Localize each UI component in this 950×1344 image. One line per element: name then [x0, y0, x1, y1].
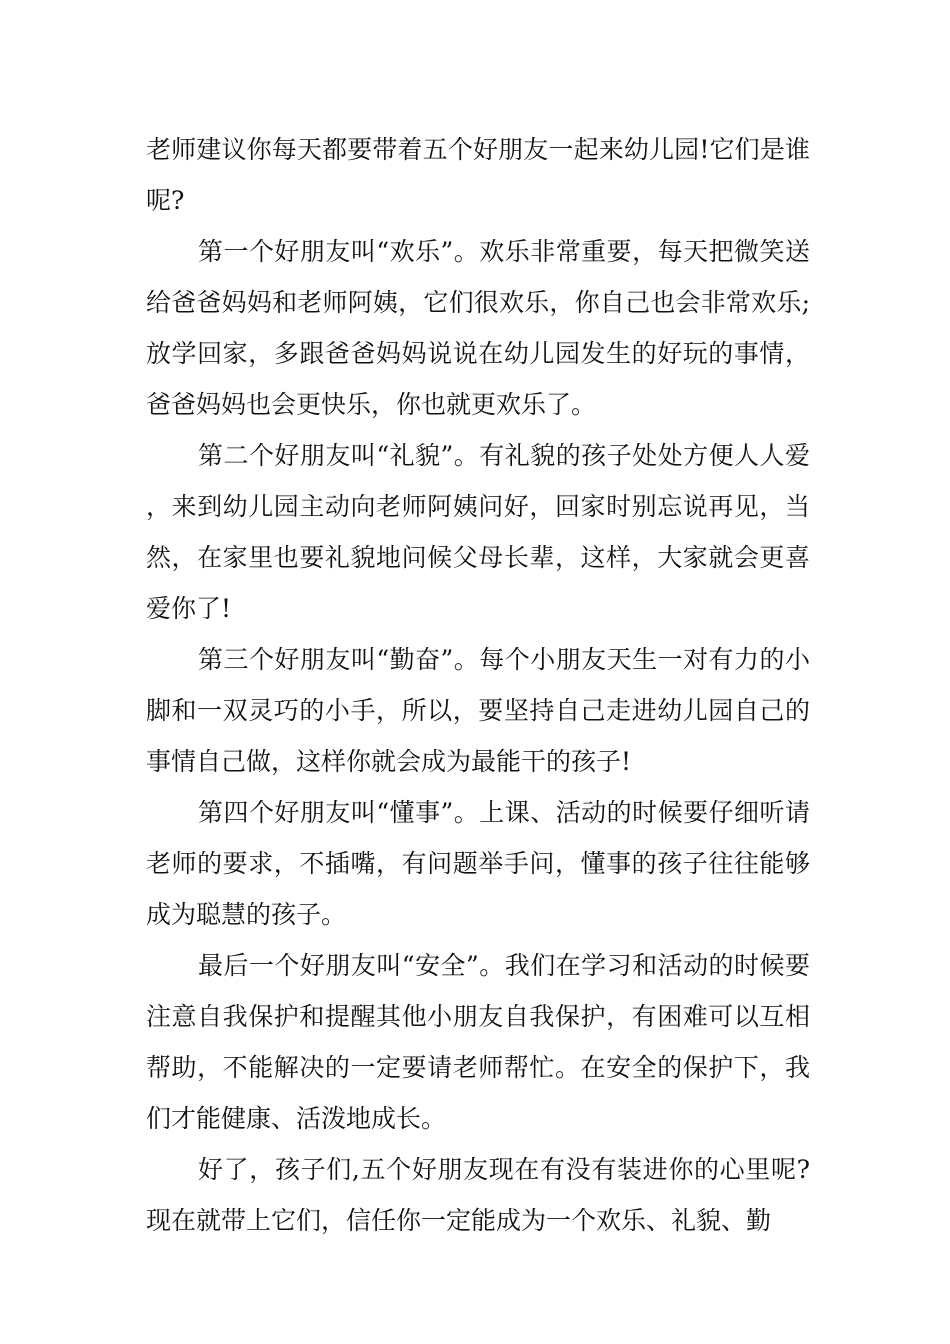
paragraph-conclusion: 好了，孩子们,五个好朋友现在有没有装进你的心里呢?现在就带上它们，信任你一定能成为一个欢乐、礼貌、勤 [146, 1155, 810, 1235]
paragraph-friend-politeness: 第二个好朋友叫“礼貌”。有礼貌的孩子处处方便人人爱，来到幼儿园主动向老师阿姨问好，回家时别忘说再见，当然，在家里也要礼貌地问候父母长辈，这样，大家就会更喜爱你了! [146, 441, 810, 623]
paragraph-friend-joy: 第一个好朋友叫“欢乐”。欢乐非常重要，每天把微笑送给爸爸妈妈和老师阿姨，它们很欢乐，你自己也会非常欢乐;放学回家，多跟爸爸妈妈说说在幼儿园发生的好玩的事情，爸爸妈妈也会更快乐，你也就更欢乐了。 [146, 237, 810, 419]
paragraph-friend-sensible: 第四个好朋友叫“懂事”。上课、活动的时候要仔细听请老师的要求，不插嘴，有问题举手问，懂事的孩子往往能够成为聪慧的孩子。 [146, 798, 810, 929]
paragraph-friend-diligence: 第三个好朋友叫“勤奋”。每个小朋友天生一对有力的小脚和一双灵巧的小手，所以，要坚持自己走进幼儿园自己的事情自己做，这样你就会成为最能干的孩子! [146, 645, 810, 776]
paragraph-friend-safety: 最后一个好朋友叫“安全”。我们在学习和活动的时候要注意自我保护和提醒其他小朋友自我保护，有困难可以互相帮助，不能解决的一定要请老师帮忙。在安全的保护下，我们才能健康、活泼地成长。 [146, 951, 810, 1133]
paragraph-intro: 老师建议你每天都要带着五个好朋友一起来幼儿园!它们是谁呢? [146, 135, 810, 215]
document-body [146, 124, 810, 1246]
